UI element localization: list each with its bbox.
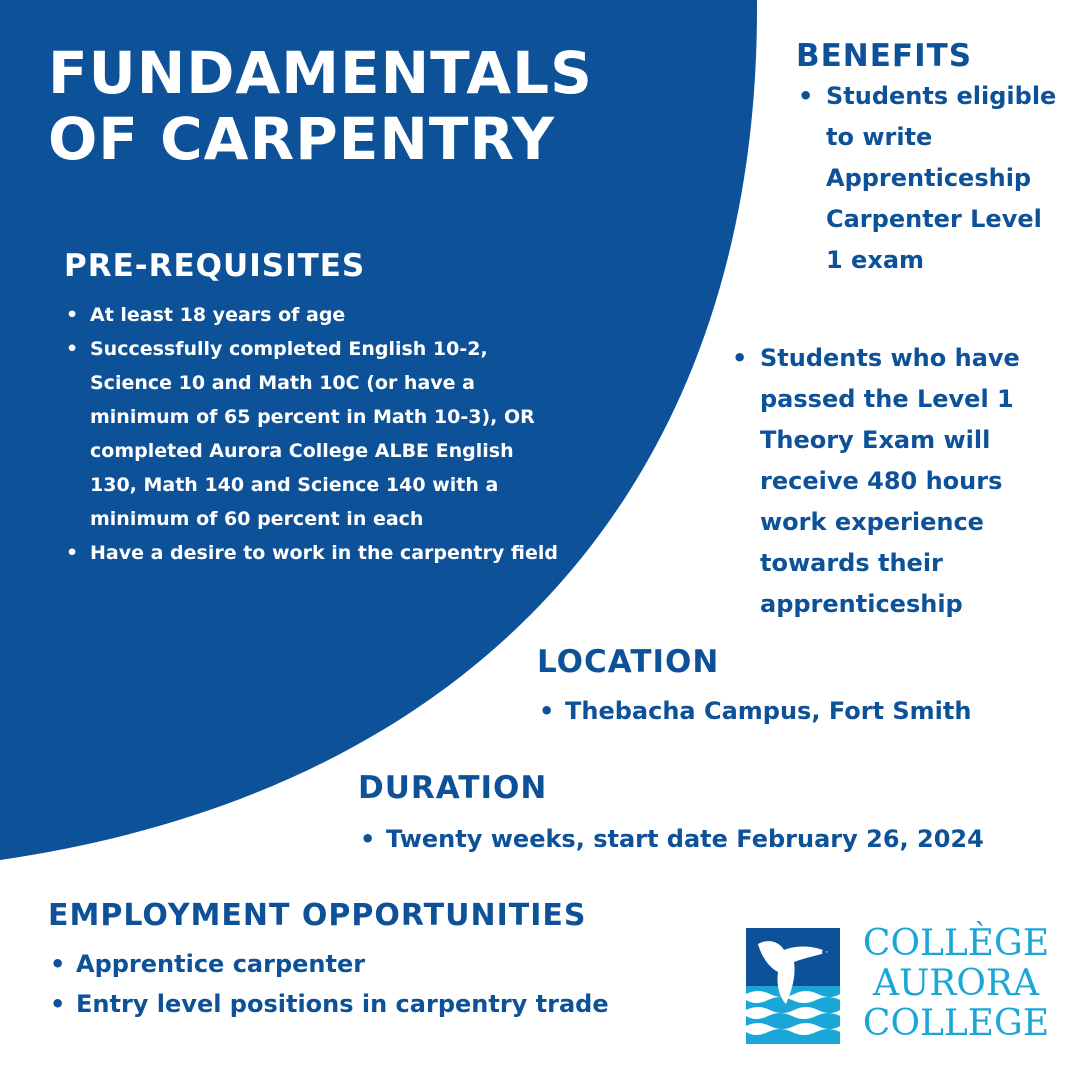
- prerequisites-list: [64, 298, 564, 570]
- list-item: • Entry level positions in carpentry trade: [48, 984, 728, 1024]
- location-list: [537, 694, 1067, 728]
- benefits-heading: BENEFITS: [796, 38, 973, 74]
- page-title: [48, 40, 593, 172]
- list-item: • Successfully completed English 10-2, Science 10 and Math 10C (or have a minimum of 65 percent in Math 10-3), OR completed Aurora College ALBE English 130, Math 140 and Science 140 with a minimum of 60 percent in each: [64, 332, 564, 536]
- list-item: • Thebacha Campus, Fort Smith: [537, 694, 1067, 728]
- prerequisites-section: [64, 246, 564, 570]
- list-item: • Apprentice carpenter: [48, 944, 728, 984]
- bird-logo-icon: [746, 928, 840, 1044]
- employment-section: [48, 896, 728, 1024]
- list-item: • Twenty weeks, start date February 26, 2024: [358, 822, 1068, 856]
- logo-wordmark: [856, 924, 1056, 1044]
- benefits-list-2: [730, 338, 1070, 625]
- duration-heading: DURATION: [358, 770, 548, 806]
- list-item: • Have a desire to work in the carpentry field: [64, 536, 564, 570]
- benefits-section-continued: [730, 338, 1070, 625]
- prerequisites-heading: PRE-REQUISITES: [64, 248, 366, 284]
- employment-list: [48, 944, 728, 1024]
- logo-line-3: COLLEGE: [862, 1003, 1050, 1044]
- benefits-section: [796, 36, 1066, 281]
- logo-line-2: AURORA: [872, 963, 1040, 1004]
- location-heading: LOCATION: [537, 644, 720, 680]
- list-item: • Students who have passed the Level 1 Theory Exam will receive 480 hours work experience towards their apprenticeship: [730, 338, 1070, 625]
- list-item: • At least 18 years of age: [64, 298, 564, 332]
- duration-section: [358, 768, 1068, 856]
- location-section: [537, 642, 1067, 728]
- title-line-1: FUNDAMENTALS: [48, 39, 593, 107]
- duration-list: [358, 822, 1068, 856]
- benefits-list: [796, 76, 1066, 281]
- list-item: • Students eligible to write Apprenticeship Carpenter Level 1 exam: [796, 76, 1066, 281]
- logo-line-1: COLLÈGE: [862, 923, 1050, 964]
- title-line-2: OF CARPENTRY: [48, 105, 555, 173]
- employment-heading: EMPLOYMENT OPPORTUNITIES: [48, 898, 587, 933]
